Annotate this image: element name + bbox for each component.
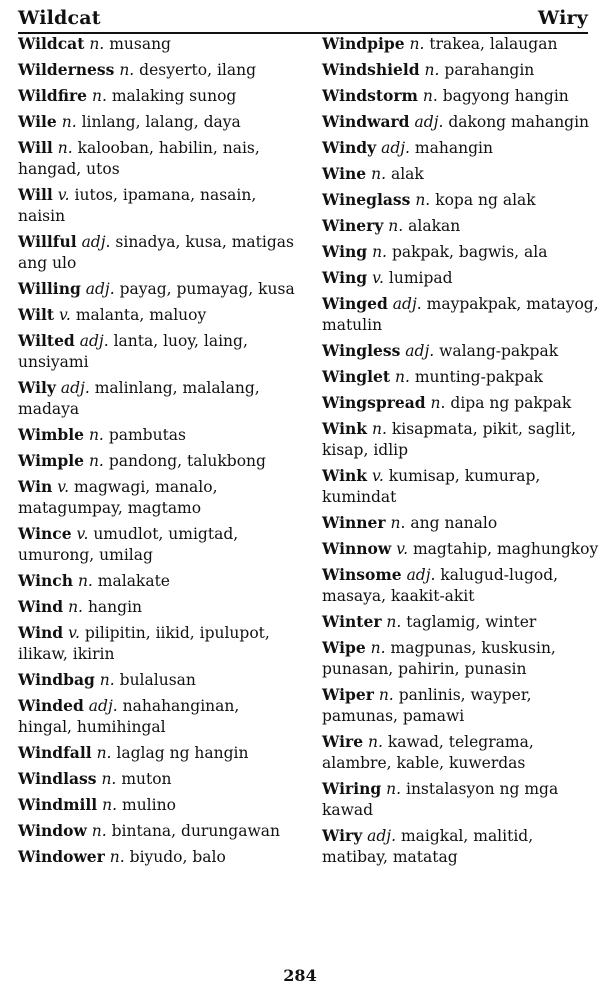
- headword: Windlass: [18, 769, 97, 788]
- part-of-speech: adj.: [406, 566, 436, 584]
- definition: biyudo, balo: [129, 848, 226, 866]
- headword: Windpipe: [322, 34, 405, 53]
- dictionary-entry: [18, 596, 296, 618]
- headword: Windy: [322, 138, 377, 157]
- dictionary-entry: [322, 366, 600, 388]
- headword: Will: [18, 138, 53, 157]
- definition: dakong mahangin: [448, 113, 590, 131]
- part-of-speech: v.: [76, 525, 89, 543]
- header-first-word: Wildcat: [18, 7, 101, 29]
- definition: muton: [121, 770, 172, 788]
- dictionary-entry: [18, 476, 296, 519]
- headword: Winsome: [322, 565, 402, 584]
- definition: maypakpak, matayog, matulin: [322, 295, 599, 334]
- definition: magtahip, maghungkoy: [412, 540, 599, 558]
- definition: linlang, lalang, daya: [81, 113, 241, 131]
- part-of-speech: n.: [89, 35, 105, 53]
- dictionary-entry: [322, 465, 600, 508]
- part-of-speech: n.: [88, 452, 104, 470]
- headword: Wildfire: [18, 86, 88, 105]
- part-of-speech: n.: [91, 822, 107, 840]
- headword: Wildcat: [18, 34, 85, 53]
- dictionary-entry: [18, 278, 296, 300]
- definition: pilipitin, iikid, ipulupot, ilikaw, ikirin: [18, 624, 270, 663]
- dictionary-entry: [18, 820, 296, 842]
- dictionary-entry: [18, 523, 296, 566]
- headword: Winch: [18, 571, 73, 590]
- dictionary-entry: [18, 111, 296, 133]
- dictionary-entry: [18, 794, 296, 816]
- part-of-speech: adj.: [392, 295, 422, 313]
- dictionary-entry: [18, 846, 296, 868]
- definition: taglamig, winter: [406, 613, 537, 631]
- headword: Wingspread: [322, 393, 426, 412]
- part-of-speech: n.: [372, 243, 387, 261]
- headword: Wilted: [18, 331, 75, 350]
- definition: sinadya, kusa, matigas ang ulo: [18, 233, 294, 272]
- part-of-speech: adj.: [367, 827, 397, 845]
- definition: umudlot, umigtad, umurong, umilag: [18, 525, 239, 564]
- dictionary-entry: [322, 215, 600, 237]
- dictionary-entry: [322, 267, 600, 289]
- dictionary-entry: [18, 137, 296, 180]
- headword: Winner: [322, 513, 386, 532]
- part-of-speech: n.: [409, 35, 425, 53]
- definition: malaking sunog: [111, 87, 237, 105]
- part-of-speech: n.: [119, 61, 135, 79]
- dictionary-entry: [18, 330, 296, 373]
- part-of-speech: adj.: [88, 697, 118, 715]
- part-of-speech: v.: [372, 269, 384, 287]
- part-of-speech: v.: [396, 540, 409, 558]
- headword: Wing: [322, 242, 368, 261]
- dictionary-entry: [322, 564, 600, 607]
- definition: alakan: [408, 217, 461, 235]
- dictionary-entry: [322, 684, 600, 727]
- part-of-speech: adj.: [85, 280, 115, 298]
- definition: kawad, telegrama, alambre, kable, kuwerdas: [322, 733, 534, 772]
- definition: magwagi, manalo, matagumpay, magtamo: [18, 478, 218, 517]
- dictionary-entry: [322, 418, 600, 461]
- headword: Winged: [322, 294, 388, 313]
- definition: malinlang, malalang, madaya: [18, 379, 260, 418]
- definition: pandong, talukbong: [108, 452, 266, 470]
- headword: Windfall: [18, 743, 92, 762]
- right-column: [322, 33, 600, 872]
- definition: bulalusan: [119, 671, 196, 689]
- dictionary-entry: [322, 189, 600, 211]
- headword: Windward: [322, 112, 410, 131]
- headword: Wire: [322, 732, 364, 751]
- part-of-speech: v.: [68, 624, 80, 642]
- definition: desyerto, ilang: [139, 61, 257, 79]
- part-of-speech: adj.: [381, 139, 410, 157]
- dictionary-entry: [322, 825, 600, 868]
- part-of-speech: n.: [88, 426, 104, 444]
- header-last-word: Wiry: [537, 7, 588, 29]
- dictionary-entry: [322, 778, 600, 821]
- part-of-speech: v.: [57, 478, 70, 496]
- headword: Windshield: [322, 60, 420, 79]
- headword: Wilt: [18, 305, 55, 324]
- part-of-speech: v.: [371, 467, 384, 485]
- dictionary-entry: [18, 450, 296, 472]
- dictionary-entry: [322, 611, 600, 633]
- definition: ang nanalo: [410, 514, 498, 532]
- dictionary-entry: [18, 184, 296, 227]
- part-of-speech: n.: [386, 613, 402, 631]
- dictionary-entry: [18, 424, 296, 446]
- part-of-speech: n.: [394, 368, 410, 386]
- dictionary-entry: [18, 695, 296, 738]
- dictionary-entry: [322, 137, 600, 159]
- definition: laglag ng hangin: [116, 744, 249, 762]
- part-of-speech: n.: [378, 686, 394, 704]
- headword: Winded: [18, 696, 84, 715]
- part-of-speech: n.: [77, 572, 93, 590]
- part-of-speech: n.: [91, 87, 107, 105]
- definition: lanta, luoy, laing, unsiyami: [18, 332, 248, 371]
- part-of-speech: adj.: [414, 113, 444, 131]
- part-of-speech: n.: [57, 139, 73, 157]
- definition: alak: [390, 165, 424, 183]
- headword: Win: [18, 477, 53, 496]
- part-of-speech: n.: [101, 770, 117, 788]
- page-number: 284: [283, 966, 317, 985]
- dictionary-entry: [322, 637, 600, 680]
- definition: malanta, maluoy: [75, 306, 207, 324]
- dictionary-entry: [322, 293, 600, 336]
- headword: Wimple: [18, 451, 85, 470]
- part-of-speech: n.: [61, 113, 77, 131]
- dictionary-entry: [322, 538, 600, 560]
- headword: Wink: [322, 419, 368, 438]
- headword: Wince: [18, 524, 72, 543]
- part-of-speech: n.: [424, 61, 440, 79]
- definition: kumisap, kumurap, kumindat: [322, 467, 541, 506]
- part-of-speech: n.: [386, 780, 402, 798]
- part-of-speech: n.: [96, 744, 112, 762]
- dictionary-entry: [18, 742, 296, 764]
- part-of-speech: n.: [371, 165, 387, 183]
- dictionary-entry: [322, 163, 600, 185]
- definition: kisapmata, pikit, saglit, kisap, idlip: [322, 420, 577, 459]
- definition: mahangin: [414, 139, 493, 157]
- dictionary-entry: [18, 570, 296, 592]
- part-of-speech: v.: [59, 306, 71, 324]
- part-of-speech: n.: [388, 217, 404, 235]
- dictionary-entry: [18, 304, 296, 326]
- dictionary-entry: [18, 669, 296, 691]
- headword: Window: [18, 821, 87, 840]
- definition: kalugud-lugod, masaya, kaakit-akit: [322, 566, 559, 605]
- headword: Willful: [18, 232, 77, 251]
- dictionary-entry: [18, 377, 296, 420]
- headword: Windower: [18, 847, 105, 866]
- definition: nahahanginan, hingal, humihingal: [18, 697, 240, 736]
- definition: instalasyon ng mga kawad: [322, 780, 559, 819]
- definition: bintana, durungawan: [111, 822, 280, 840]
- headword: Wimble: [18, 425, 85, 444]
- definition: maigkal, malitid, matibay, matatag: [322, 827, 534, 866]
- headword: Wind: [18, 623, 64, 642]
- dictionary-entry: [18, 768, 296, 790]
- running-header: [18, 4, 588, 34]
- definition: magpunas, kuskusin, punasan, pahirin, punasin: [322, 639, 556, 678]
- definition: walang-pakpak: [439, 342, 559, 360]
- headword: Windstorm: [322, 86, 418, 105]
- headword: Wilderness: [18, 60, 115, 79]
- dictionary-entry: [322, 33, 600, 55]
- definition: pambutas: [108, 426, 187, 444]
- headword: Wiry: [322, 826, 363, 845]
- dictionary-entry: [18, 231, 296, 274]
- dictionary-entry: [18, 33, 296, 55]
- definition: pakpak, bagwis, ala: [391, 243, 548, 261]
- headword: Will: [18, 185, 53, 204]
- definition: payag, pumayag, kusa: [119, 280, 295, 298]
- part-of-speech: n.: [371, 420, 387, 438]
- part-of-speech: n.: [368, 733, 383, 751]
- part-of-speech: n.: [430, 394, 446, 412]
- part-of-speech: n.: [390, 514, 406, 532]
- definition: trakea, lalaugan: [429, 35, 558, 53]
- headword: Wily: [18, 378, 56, 397]
- headword: Winter: [322, 612, 382, 631]
- dictionary-entry: [18, 622, 296, 665]
- headword: Wiring: [322, 779, 382, 798]
- part-of-speech: n.: [415, 191, 431, 209]
- dictionary-entry: [322, 512, 600, 534]
- definition: dipa ng pakpak: [450, 394, 572, 412]
- headword: Winglet: [322, 367, 391, 386]
- headword: Winery: [322, 216, 384, 235]
- part-of-speech: n.: [99, 671, 115, 689]
- definition: lumipad: [388, 269, 453, 287]
- definition: kalooban, habilin, nais, hangad, utos: [18, 139, 260, 178]
- dictionary-entry: [322, 85, 600, 107]
- definition: kopa ng alak: [435, 191, 536, 209]
- dictionary-entry: [322, 241, 600, 263]
- headword: Winnow: [322, 539, 392, 558]
- part-of-speech: adj.: [81, 233, 111, 251]
- headword: Wink: [322, 466, 368, 485]
- dictionary-entry: [322, 392, 600, 414]
- headword: Wile: [18, 112, 57, 131]
- definition: hangin: [87, 598, 143, 616]
- part-of-speech: adj.: [60, 379, 90, 397]
- headword: Wine: [322, 164, 367, 183]
- dictionary-entry: [322, 731, 600, 774]
- definition: bagyong hangin: [442, 87, 569, 105]
- headword: Wineglass: [322, 190, 411, 209]
- headword: Willing: [18, 279, 81, 298]
- part-of-speech: n.: [102, 796, 118, 814]
- part-of-speech: n.: [370, 639, 386, 657]
- headword: Wing: [322, 268, 368, 287]
- definition: musang: [109, 35, 171, 53]
- definition: mulino: [122, 796, 176, 814]
- headword: Wingless: [322, 341, 401, 360]
- definition: iutos, ipamana, nasain, naisin: [18, 186, 257, 225]
- part-of-speech: n.: [68, 598, 83, 616]
- part-of-speech: adj.: [405, 342, 435, 360]
- headword: Windmill: [18, 795, 98, 814]
- dictionary-entry: [322, 340, 600, 362]
- definition: panlinis, wayper, pamunas, pamawi: [322, 686, 532, 725]
- part-of-speech: n.: [109, 848, 125, 866]
- dictionary-entry: [18, 85, 296, 107]
- part-of-speech: v.: [57, 186, 70, 204]
- headword: Wipe: [322, 638, 366, 657]
- headword: Wiper: [322, 685, 374, 704]
- part-of-speech: adj.: [79, 332, 109, 350]
- definition: munting-pakpak: [414, 368, 543, 386]
- headword: Wind: [18, 597, 64, 616]
- part-of-speech: n.: [422, 87, 438, 105]
- definition: parahangin: [444, 61, 535, 79]
- dictionary-entry: [322, 59, 600, 81]
- definition: malakate: [97, 572, 170, 590]
- dictionary-entry: [322, 111, 600, 133]
- left-column: [18, 33, 296, 872]
- dictionary-entry: [18, 59, 296, 81]
- headword: Windbag: [18, 670, 95, 689]
